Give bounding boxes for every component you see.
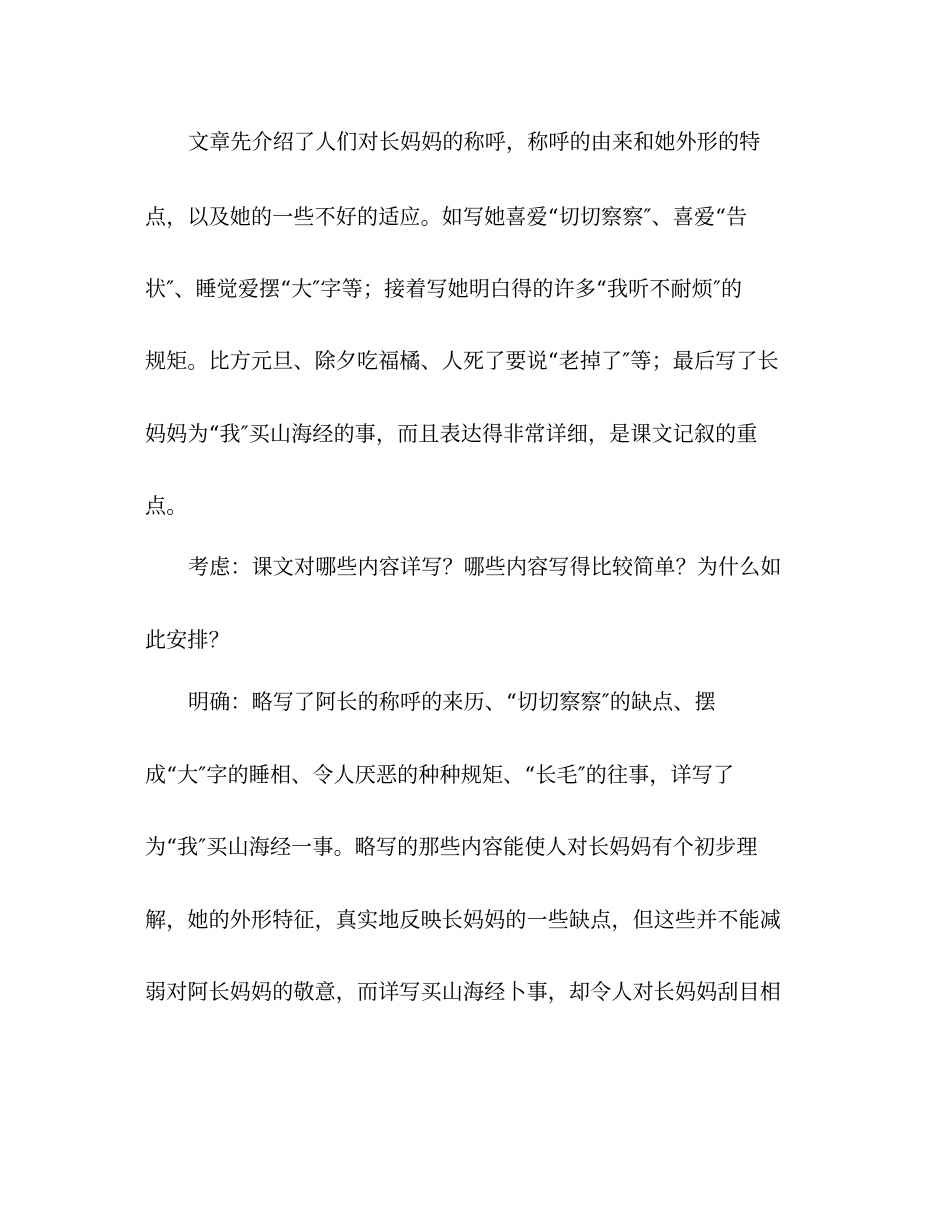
paragraph-1-line-5: 妈妈为“我″买山海经的事，而且表达得非常详细，是课文记叙的重 <box>145 422 758 446</box>
question-line-2: 此安排？ <box>145 628 230 652</box>
paragraph-1-line-4: 规矩。比方元旦、除夕吃福橘、人死了要说“老掉了″等；最后写了长 <box>145 349 779 373</box>
answer-line-3: 为“我″买山海经一事。略写的那些内容能使人对长妈妈有个初步理 <box>145 835 758 859</box>
paragraph-1-line-3: 状″、睡觉爱摆“大″字等；接着写她明白得的许多“我听不耐烦″的 <box>145 277 743 301</box>
paragraph-1-line-1: 文章先介绍了人们对长妈妈的称呼，称呼的由来和她外形的特 <box>188 130 761 154</box>
answer-line-5: 弱对阿长妈妈的敬意，而详写买山海经卜事，却令人对长妈妈刮目相 <box>145 980 781 1004</box>
answer-line-1: 明确：略写了阿长的称呼的来历、“切切察察″的缺点、摆 <box>188 690 716 714</box>
answer-line-4: 解，她的外形特征，真实地反映长妈妈的一些缺点，但这些并不能减 <box>145 908 781 932</box>
answer-line-2: 成“大″字的睡相、令人厌恶的种种规矩、“长毛″的往事，详写了 <box>145 763 735 787</box>
question-line-1: 考虑：课文对哪些内容详写？哪些内容写得比较简单？为什么如 <box>188 555 782 579</box>
paragraph-1-line-2: 点，以及她的一些不好的适应。如写她喜爱“切切察察″、喜爱“告 <box>145 205 748 229</box>
paragraph-1-line-6: 点。 <box>145 494 188 518</box>
